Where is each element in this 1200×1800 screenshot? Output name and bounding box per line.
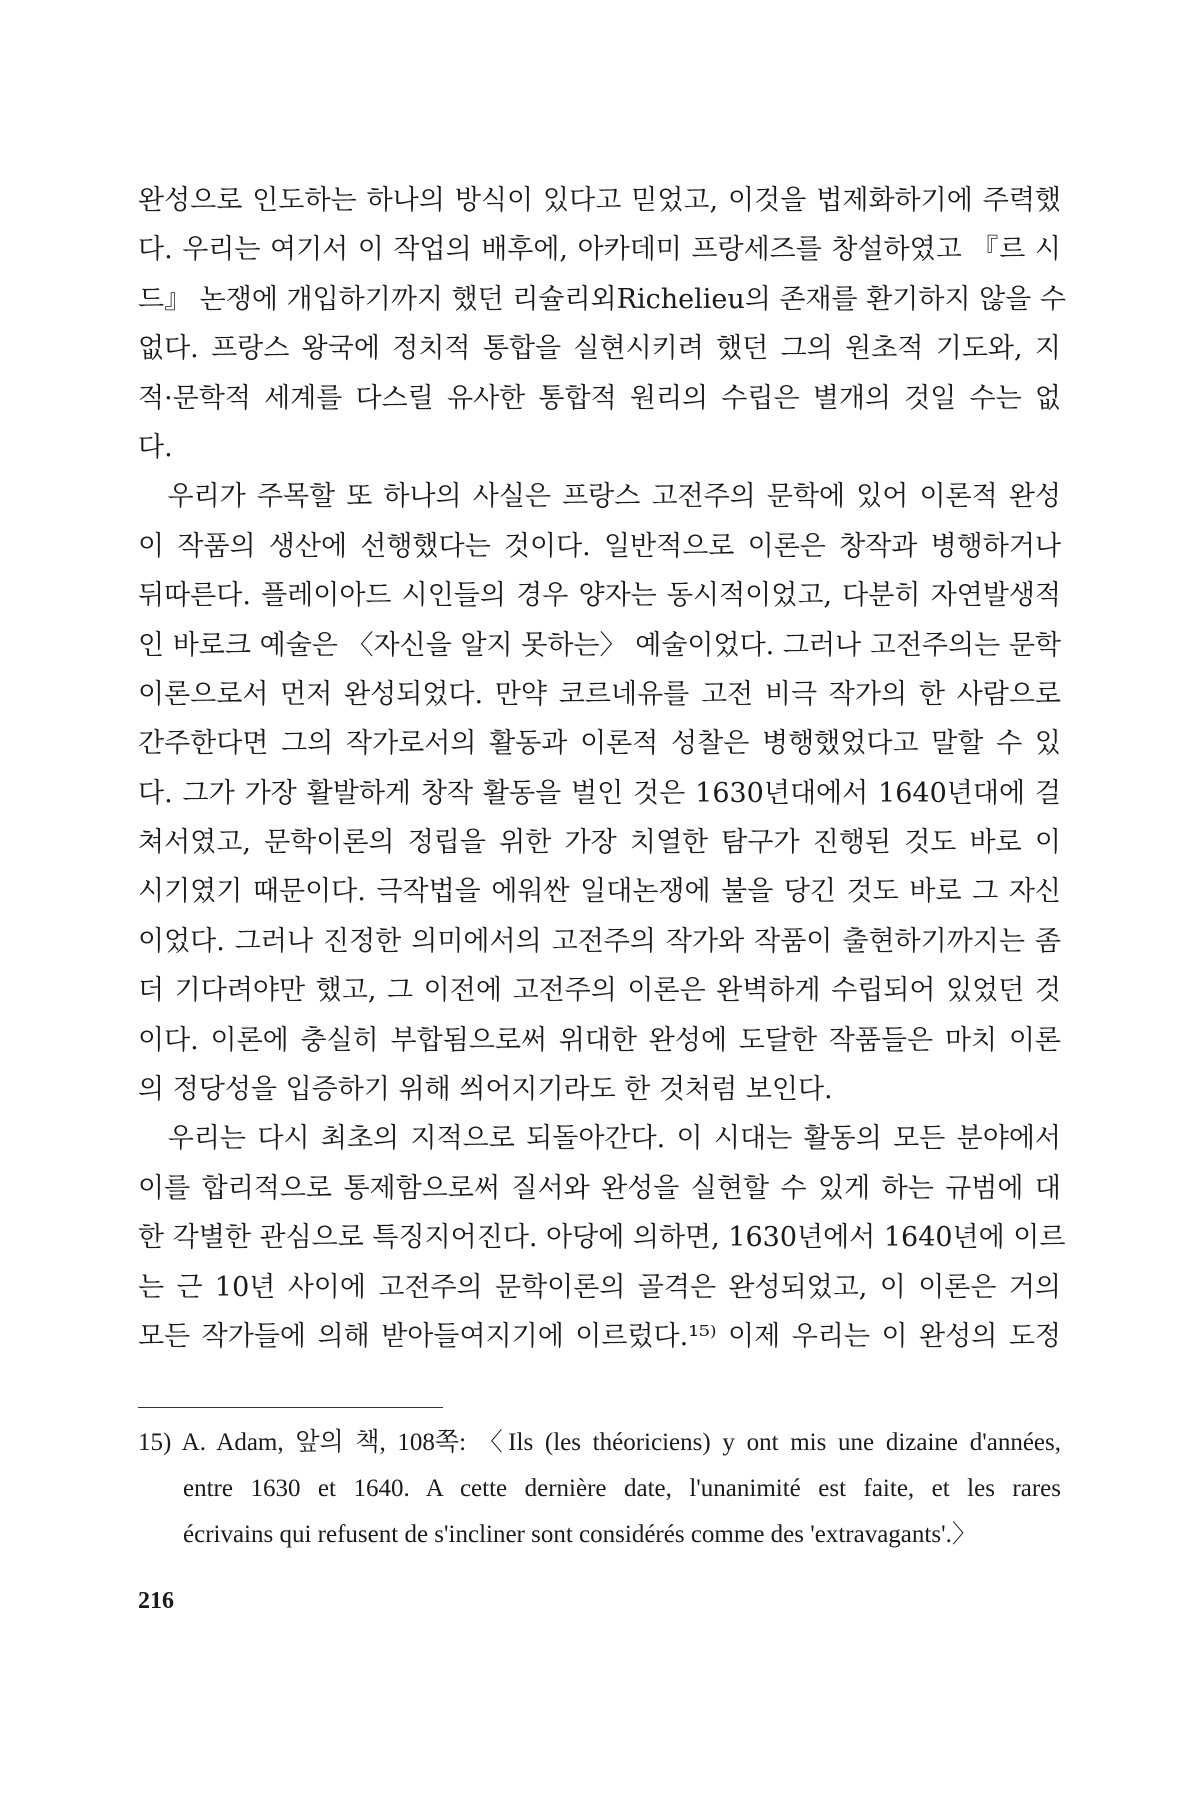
- footnote-line: écrivains qui refusent de s'incliner sont considérés comme des 'extravagants'.〉: [183, 1521, 977, 1548]
- body-line: 간주한다면 그의 작가로서의 활동과 이론적 성찰은 병행했었다고 말할 수 있: [138, 728, 1061, 760]
- body-line: 이를 합리적으로 통제함으로써 질서와 완성을 실현할 수 있게 하는 규범에 대: [138, 1172, 1061, 1204]
- body-line: 한 각별한 관심으로 특징지어진다. 아당에 의하면, 1630년에서 1640년에 이르: [138, 1222, 1066, 1254]
- body-line: 이었다. 그러나 진정한 의미에서의 고전주의 작가와 작품이 출현하기까지는 좀: [138, 925, 1061, 957]
- body-line: 이론으로서 먼저 완성되었다. 만약 코르네유를 고전 비극 작가의 한 사람으로: [138, 678, 1061, 710]
- body-line: 우리가 주목할 또 하나의 사실은 프랑스 고전주의 문학에 있어 이론적 완성: [138, 481, 1061, 513]
- body-line: 우리는 다시 최초의 지적으로 되돌아간다. 이 시대는 활동의 모든 분야에서: [138, 1123, 1061, 1155]
- body-text: [138, 176, 1066, 1361]
- body-line: 다. 그가 가장 활발하게 창작 활동을 벌인 것은 1630년대에서 1640년대에 걸: [138, 777, 1061, 809]
- body-line: 드』 논쟁에 개입하기까지 했던 리슐리외Richelieu의 존재를 환기하지 않을 수: [138, 283, 1066, 315]
- body-line: 완성으로 인도하는 하나의 방식이 있다고 믿었고, 이것을 법제화하기에 주력했: [138, 185, 1061, 216]
- body-line: 더 기다려야만 했고, 그 이전에 고전주의 이론은 완벽하게 수립되어 있었던 것: [138, 975, 1061, 1007]
- body-line: 다.: [138, 431, 173, 463]
- body-line: 뒤따른다. 플레이아드 시인들의 경우 양자는 동시적이었고, 다분히 자연발생적: [138, 580, 1061, 612]
- body-line: 의 정당성을 입증하기 위해 씌어지기라도 한 것처럼 보인다.: [138, 1074, 833, 1106]
- body-line: 적·문학적 세계를 다스릴 유사한 통합적 원리의 수립은 별개의 것일 수는 없: [138, 382, 1061, 414]
- body-line: 이 작품의 생산에 선행했다는 것이다. 일반적으로 이론은 창작과 병행하거나: [138, 530, 1061, 562]
- footnote-divider: [138, 1407, 443, 1408]
- body-line: 인 바로크 예술은 〈자신을 알지 못하는〉 예술이었다. 그러나 고전주의는 문학: [138, 629, 1061, 661]
- body-line: 시기였기 때문이다. 극작법을 에워싼 일대논쟁에 불을 당긴 것도 바로 그 자신: [138, 876, 1061, 908]
- body-line: 모든 작가들에 의해 받아들여지기에 이르렀다.¹⁵⁾ 이제 우리는 이 완성의 도정: [138, 1320, 1061, 1352]
- footnote: [138, 1420, 1061, 1558]
- footnote-line: 15) A. Adam, 앞의 책, 108쪽: 〈Ils (les théoriciens) y ont mis une dizaine d'années,: [138, 1429, 1061, 1456]
- body-line: 는 근 10년 사이에 고전주의 문학이론의 골격은 완성되었고, 이 이론은 거의: [138, 1271, 1061, 1303]
- footnote-line: entre 1630 et 1640. A cette dernière date, l'unanimité est faite, et les rares: [183, 1475, 1061, 1502]
- body-line: 이다. 이론에 충실히 부합됨으로써 위대한 완성에 도달한 작품들은 마치 이론: [138, 1024, 1061, 1056]
- body-line: 다. 우리는 여기서 이 작업의 배후에, 아카데미 프랑세즈를 창설하였고 『르 시: [138, 234, 1061, 266]
- body-line: 없다. 프랑스 왕국에 정치적 통합을 실현시키려 했던 그의 원초적 기도와, 지: [138, 333, 1061, 365]
- page-number: 216: [138, 1588, 174, 1614]
- body-line: 쳐서였고, 문학이론의 정립을 위한 가장 치열한 탐구가 진행된 것도 바로 이: [138, 827, 1061, 859]
